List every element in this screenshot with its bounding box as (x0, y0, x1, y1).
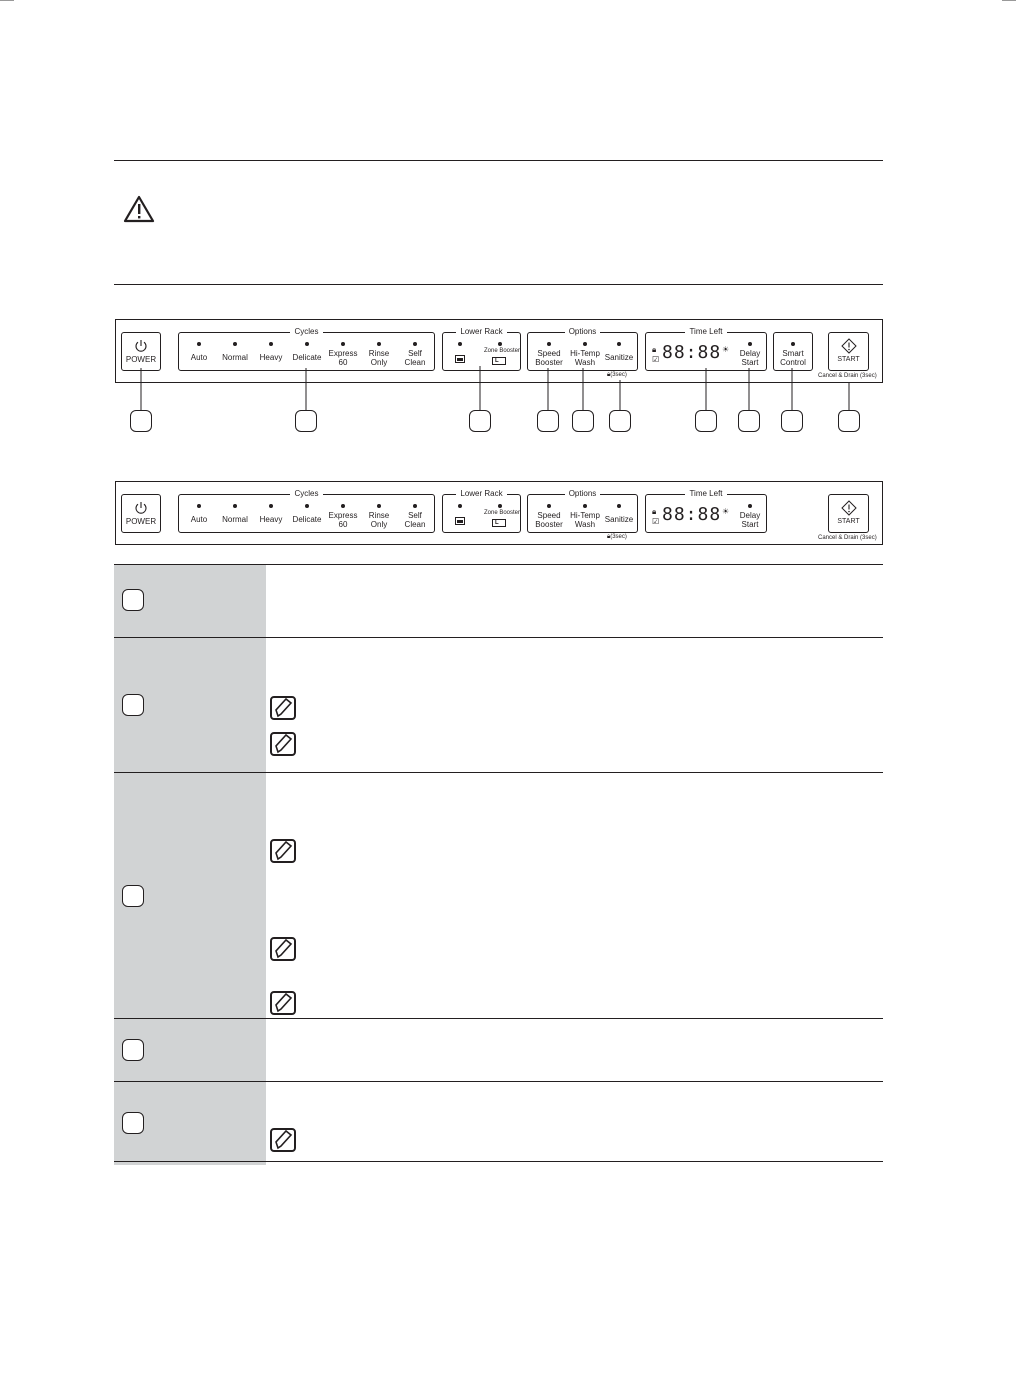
indicator-light (305, 342, 309, 346)
control-panel-basic (115, 481, 883, 545)
smart-control-icon: ☑ (652, 517, 660, 526)
note-pencil-icon (270, 696, 296, 720)
start-button[interactable] (828, 332, 869, 371)
cycle-label: Heavy (259, 353, 283, 362)
lower-rack-icon (455, 355, 465, 363)
cycle-label: Delicate (292, 353, 322, 362)
speed-booster-button[interactable] (530, 495, 568, 532)
smart-control-icon: ☑ (652, 355, 660, 364)
cycle-rinse-only-button[interactable] (361, 495, 397, 532)
crop-mark-left (0, 0, 14, 5)
indicator-light (233, 342, 237, 346)
lower-rack-group[interactable] (442, 327, 521, 371)
cycles-title: Cycles (290, 327, 322, 336)
cycle-normal-button[interactable] (217, 333, 253, 370)
cycle-label: Rinse Only (368, 511, 390, 529)
cycle-delicate-button[interactable] (287, 333, 327, 370)
lock-hint-text: (3sec) (610, 534, 627, 540)
warning-triangle-icon (123, 195, 155, 223)
lock-icon: 🔒︎ (652, 345, 657, 354)
lock-icon: 🔒︎ (652, 507, 657, 516)
cycle-auto-button[interactable] (181, 495, 217, 532)
indicator-light (197, 504, 201, 508)
indicator-light (413, 504, 417, 508)
row-number-box (122, 1039, 144, 1061)
option-label: Hi-Temp Wash (570, 511, 600, 529)
callout-box (295, 410, 317, 432)
cycle-label: Normal (222, 515, 248, 524)
hi-temp-wash-button[interactable] (566, 495, 604, 532)
cycles-title: Cycles (290, 489, 322, 498)
row-number-box (122, 694, 144, 716)
option-label: Sanitize (604, 515, 634, 524)
warning-top-rule (114, 160, 883, 161)
sanitize-button[interactable] (600, 333, 638, 370)
indicator-light (269, 342, 273, 346)
table-bottom-rule (114, 1161, 883, 1162)
power-icon (134, 339, 148, 353)
sanitize-button[interactable] (600, 495, 638, 532)
callout-box (781, 410, 803, 432)
cycle-rinse-only-button[interactable] (361, 333, 397, 370)
time-left-group (645, 327, 767, 371)
note-pencil-icon (270, 732, 296, 756)
callout-box (469, 410, 491, 432)
indicator-light (583, 504, 587, 508)
indicator-light (498, 504, 502, 508)
smart-control-label: Smart Control (780, 349, 806, 367)
indicator-light (233, 504, 237, 508)
sun-icon: ☀ (722, 345, 730, 354)
cycle-label: Express 60 (328, 349, 358, 367)
delay-start-label: Delay Start (739, 511, 761, 529)
cycle-express-60-button[interactable] (325, 333, 361, 370)
indicator-light (617, 342, 621, 346)
option-label: Speed Booster (535, 511, 563, 529)
power-label: POWER (125, 355, 157, 364)
cycle-label: Self Clean (404, 511, 426, 529)
indicator-light (748, 504, 752, 508)
callout-box (695, 410, 717, 432)
lock-hint-text: (3sec) (610, 372, 627, 378)
table-row (114, 1081, 883, 1165)
table-row (114, 637, 883, 772)
cycle-label: Auto (190, 515, 208, 524)
callout-box (130, 410, 152, 432)
start-diamond-icon (841, 338, 857, 354)
delay-start-button[interactable] (734, 495, 766, 532)
warning-bottom-rule (114, 284, 883, 285)
row-number-box (122, 1112, 144, 1134)
note-pencil-icon (270, 1128, 296, 1152)
zone-booster-label: Zone Booster (484, 510, 521, 516)
lower-rack-title: Lower Rack (456, 327, 506, 336)
indicator-light (791, 342, 795, 346)
power-button[interactable] (121, 494, 161, 533)
note-pencil-icon (270, 991, 296, 1015)
cycle-heavy-button[interactable] (253, 333, 289, 370)
lock-icon: 🔒︎ (607, 372, 611, 378)
cycle-label: Rinse Only (368, 349, 390, 367)
cancel-drain-label: Cancel & Drain (3sec) (818, 535, 877, 541)
time-left-title: Time Left (685, 327, 726, 336)
speed-booster-button[interactable] (530, 333, 568, 370)
table-row (114, 1018, 883, 1081)
indicator-light (583, 342, 587, 346)
indicator-light (458, 342, 462, 346)
sun-icon: ☀ (722, 507, 730, 516)
indicator-light (748, 342, 752, 346)
start-label: START (837, 356, 860, 363)
start-diamond-icon (841, 500, 857, 516)
callout-box (609, 410, 631, 432)
option-label: Sanitize (604, 353, 634, 362)
control-panel-full (115, 319, 883, 383)
zone-booster-label: Zone Booster (484, 348, 521, 354)
zone-booster-icon: L (492, 357, 506, 365)
indicator-light (413, 342, 417, 346)
lower-rack-group[interactable] (442, 489, 521, 533)
power-icon (134, 501, 148, 515)
description-table (114, 564, 883, 1165)
note-pencil-icon (270, 839, 296, 863)
lower-rack-title: Lower Rack (456, 489, 506, 498)
lock-hint (607, 534, 627, 541)
options-title: Options (565, 489, 601, 498)
time-display: 88:88 (662, 504, 722, 525)
options-title: Options (565, 327, 601, 336)
row-number-box (122, 589, 144, 611)
indicator-light (341, 342, 345, 346)
start-label: START (837, 518, 860, 525)
delay-start-label: Delay Start (739, 349, 761, 367)
indicator-light (547, 342, 551, 346)
indicator-light (341, 504, 345, 508)
cycle-express-60-button[interactable] (325, 495, 361, 532)
callout-box (537, 410, 559, 432)
lock-hint (607, 372, 627, 379)
indicator-light (617, 504, 621, 508)
cycle-delicate-button[interactable] (287, 495, 327, 532)
cycle-label: Delicate (292, 515, 322, 524)
power-label: POWER (125, 517, 157, 526)
option-label: Hi-Temp Wash (570, 349, 600, 367)
power-button[interactable] (121, 332, 161, 371)
smart-control-button[interactable] (773, 332, 813, 371)
time-left-group (645, 489, 767, 533)
options-group (527, 327, 638, 378)
cycle-auto-button[interactable] (181, 333, 217, 370)
cycle-normal-button[interactable] (217, 495, 253, 532)
note-pencil-icon (270, 937, 296, 961)
indicator-light (547, 504, 551, 508)
indicator-light (498, 342, 502, 346)
row-number-box (122, 885, 144, 907)
indicator-light (458, 504, 462, 508)
callout-box (572, 410, 594, 432)
cycle-heavy-button[interactable] (253, 495, 289, 532)
lock-icon: 🔒︎ (607, 534, 611, 540)
indicator-light (377, 342, 381, 346)
cycle-label: Express 60 (328, 511, 358, 529)
time-display: 88:88 (662, 342, 722, 363)
lower-rack-icon (455, 517, 465, 525)
time-left-title: Time Left (685, 489, 726, 498)
option-label: Speed Booster (535, 349, 563, 367)
indicator-light (377, 504, 381, 508)
cycle-label: Normal (222, 353, 248, 362)
delay-start-button[interactable] (734, 333, 766, 370)
zone-booster-icon: L (492, 519, 506, 527)
callout-box (838, 410, 860, 432)
options-group (527, 489, 638, 540)
crop-mark-right (1002, 0, 1016, 5)
cycle-self-clean-button[interactable] (397, 333, 433, 370)
indicator-light (269, 504, 273, 508)
cycles-group (178, 327, 435, 371)
cancel-drain-label: Cancel & Drain (3sec) (818, 373, 877, 379)
cycle-self-clean-button[interactable] (397, 495, 433, 532)
indicator-light (305, 504, 309, 508)
table-row (114, 772, 883, 1018)
hi-temp-wash-button[interactable] (566, 333, 604, 370)
cycle-label: Auto (190, 353, 208, 362)
start-button[interactable] (828, 494, 869, 533)
indicator-light (197, 342, 201, 346)
cycles-group (178, 489, 435, 533)
callout-box (738, 410, 760, 432)
cycle-label: Heavy (259, 515, 283, 524)
cycle-label: Self Clean (404, 349, 426, 367)
table-row (114, 564, 883, 637)
